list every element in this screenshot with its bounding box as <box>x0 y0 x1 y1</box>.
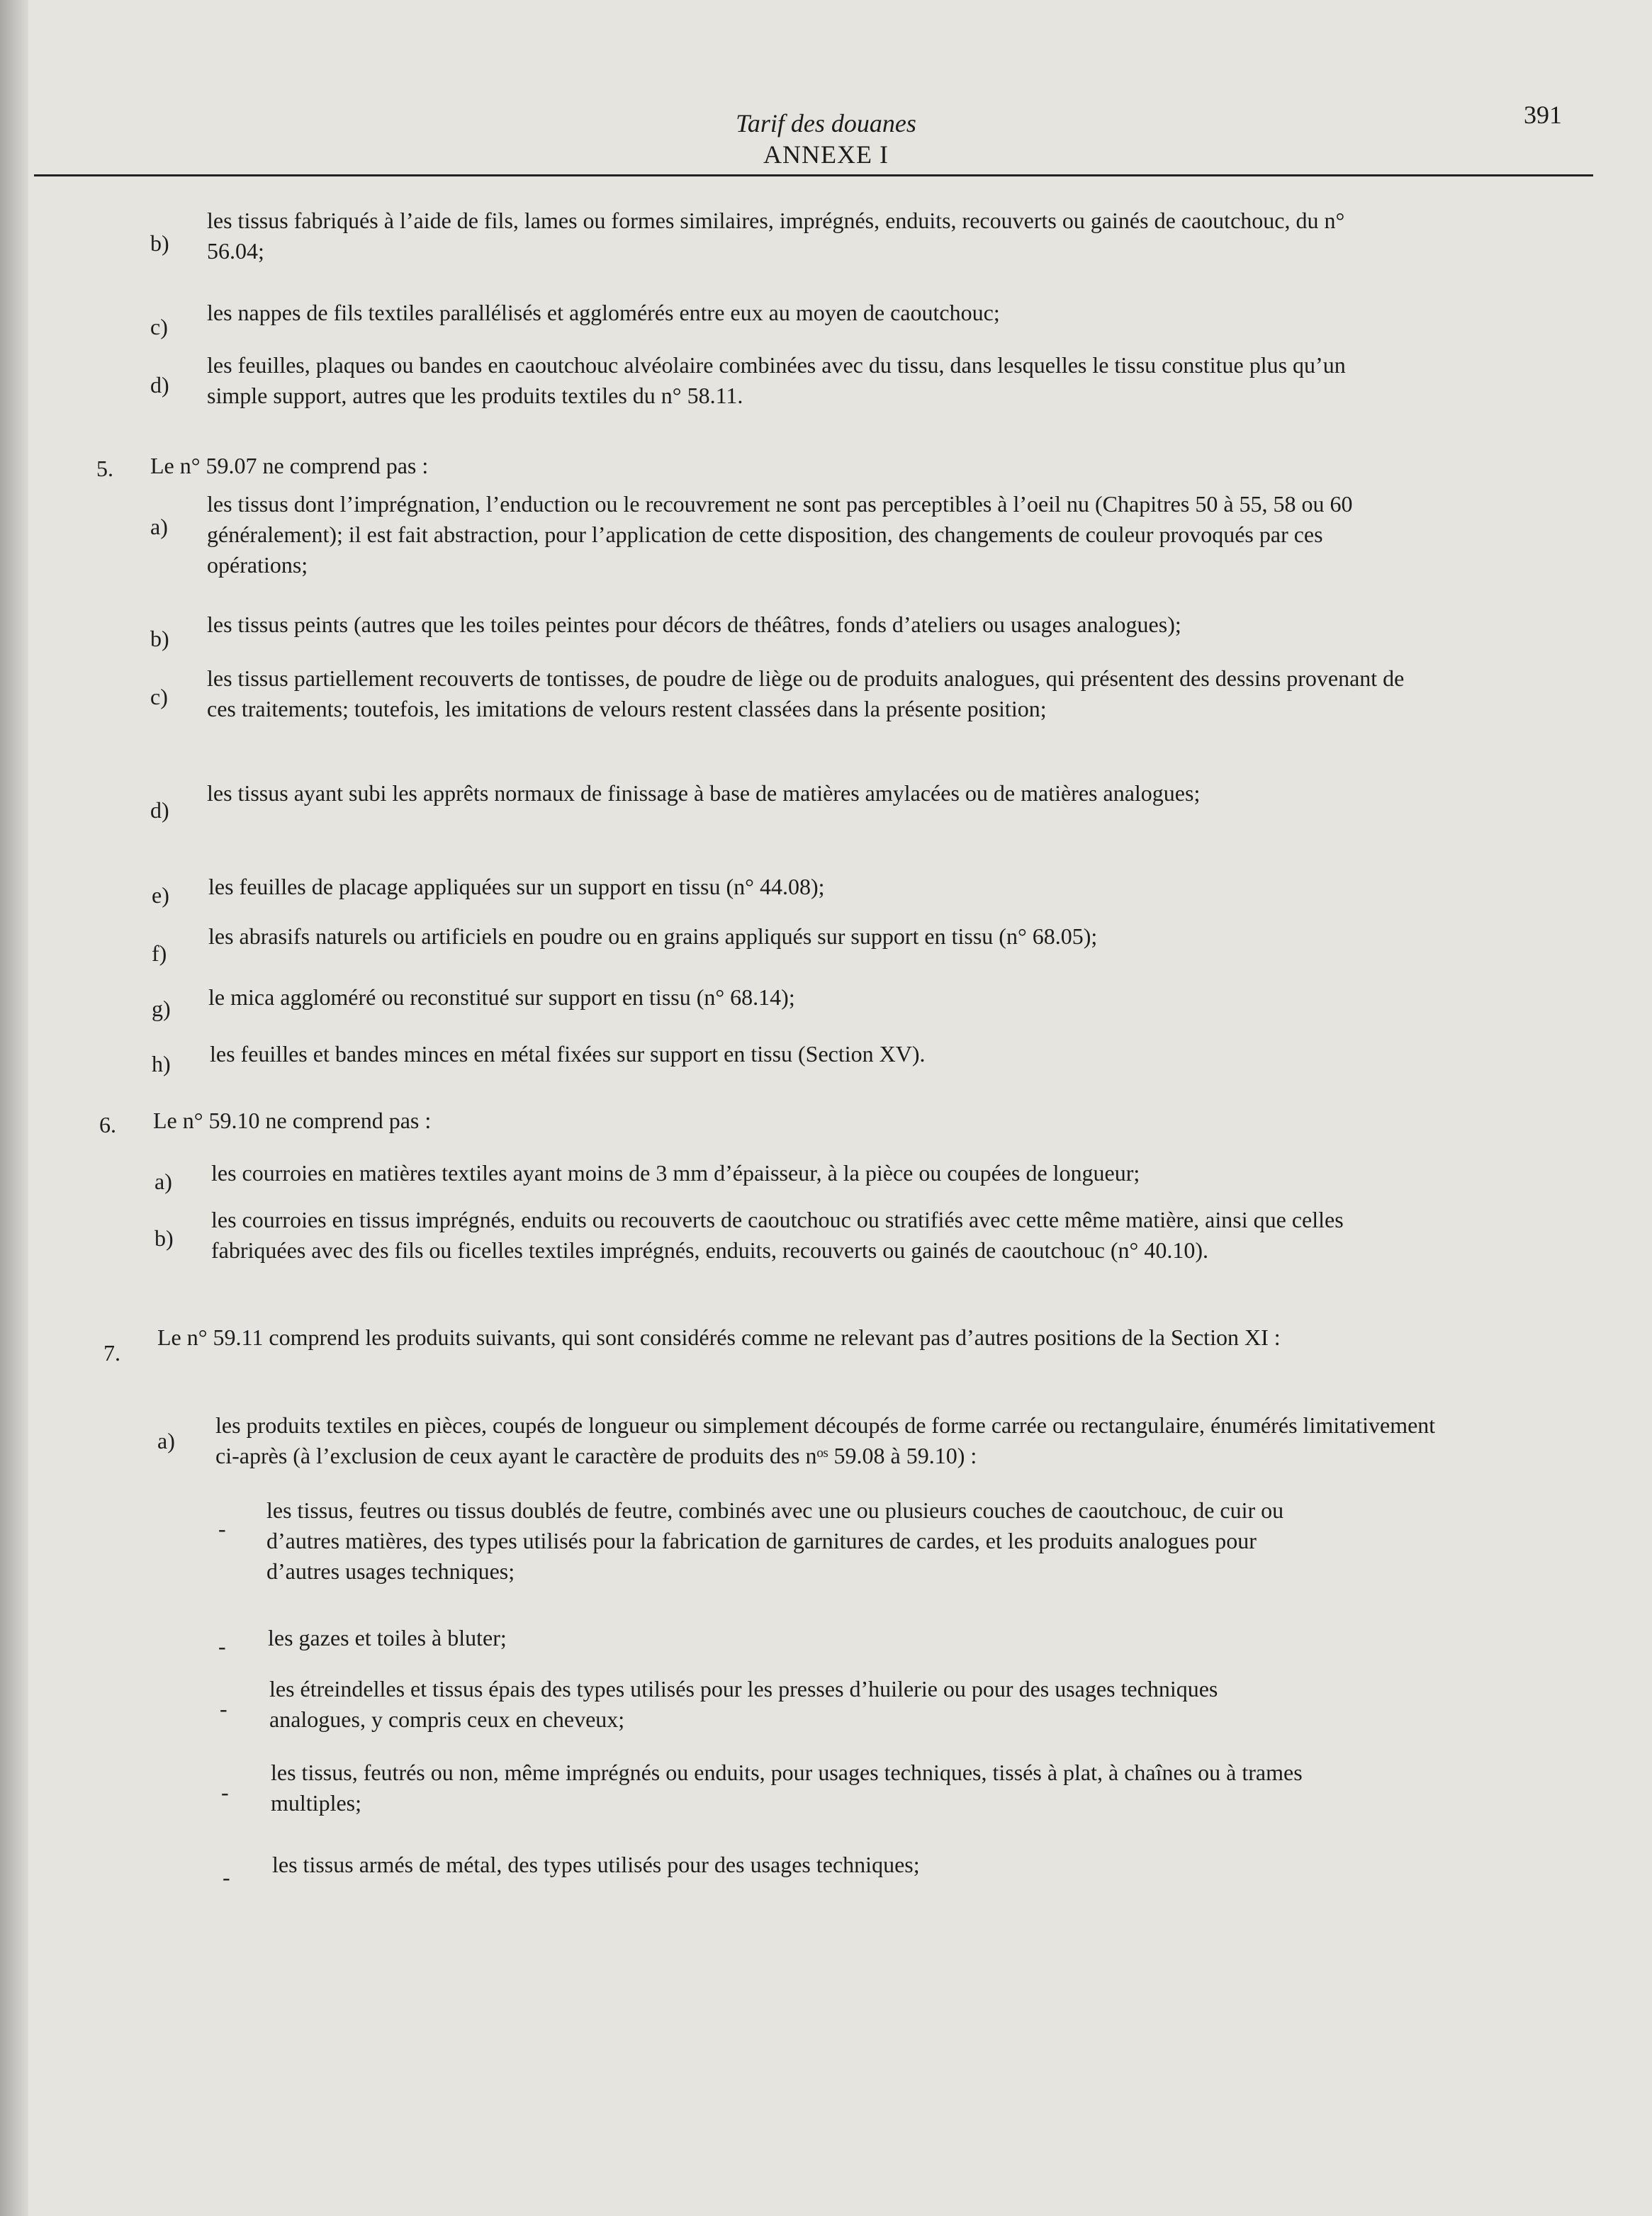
item-marker: a) <box>157 1428 175 1453</box>
item-marker: - <box>223 1865 230 1890</box>
item-marker: - <box>221 1779 229 1805</box>
item-marker: d) <box>150 372 169 398</box>
item-text: les feuilles de placage appliquées sur un support en tissu (n° 44.08); <box>208 874 825 899</box>
item-text: les étreindelles et tissus épais des types utilisés pour les presses d’huilerie ou pour des usages techniques analogues, y compris ceux en cheveux; <box>269 1676 1218 1732</box>
item-text: les courroies en matières textiles ayant moins de 3 mm d’épaisseur, à la pièce ou coupées de longueur; <box>211 1160 1140 1186</box>
item-marker: - <box>218 1516 226 1541</box>
item-text: les tissus armés de métal, des types utilisés pour des usages techniques; <box>272 1852 920 1877</box>
item-text: Le n° 59.10 ne comprend pas : <box>153 1108 432 1133</box>
item-text: les tissus fabriqués à l’aide de fils, lames ou formes similaires, imprégnés, enduits, recouverts ou gainés de caoutchouc, du n° 56.04; <box>207 208 1345 264</box>
item-marker: b) <box>150 626 169 651</box>
page-number: 391 <box>1524 101 1562 129</box>
item-text: les nappes de fils textiles parallélisés et agglomérés entre eux au moyen de caoutchouc; <box>207 300 1000 325</box>
item-text: Le n° 59.07 ne comprend pas : <box>150 453 429 478</box>
item-marker: c) <box>150 684 168 709</box>
item-text: les tissus ayant subi les apprêts normaux de finissage à base de matières amylacées ou de matières analogues; <box>207 780 1201 806</box>
item-marker: 5. <box>96 456 113 481</box>
page-header <box>0 0 1652 191</box>
item-text: les gazes et toiles à bluter; <box>268 1625 507 1650</box>
item-text: Le n° 59.11 comprend les produits suivants, qui sont considérés comme ne relevant pas d’autres positions de la Section XI : <box>157 1324 1281 1350</box>
item-text: les courroies en tissus imprégnés, enduits ou recouverts de caoutchouc ou stratifiés avec cette même matière, ainsi que celles fabriquées avec des fils ou ficelles textiles imprégnés, enduits, recouverts ou gainés de caoutchouc (n° 40.10). <box>211 1207 1344 1263</box>
item-marker: 7. <box>103 1340 120 1366</box>
page-edge-shadow <box>0 0 28 2216</box>
item-marker: h) <box>152 1051 171 1076</box>
header-rule <box>34 174 1593 176</box>
item-marker: d) <box>150 797 169 823</box>
document-title: Tarif des douanes <box>736 109 916 137</box>
item-marker: - <box>218 1633 226 1659</box>
item-marker: g) <box>152 996 171 1021</box>
document-subtitle: ANNEXE I <box>763 140 889 169</box>
item-text: les tissus, feutres ou tissus doublés de feutre, combinés avec une ou plusieurs couches de caoutchouc, de cuir ou d’autres matières, des types utilisés pour la fabrication de garnitures de cardes, et les produits analogues pour d’autres usages techniques; <box>266 1497 1284 1584</box>
item-text: les feuilles, plaques ou bandes en caoutchouc alvéolaire combinées avec du tissu, dans lesquelles le tissu constitue plus qu’un simple support, autres que les produits textiles du n° 58.11. <box>207 352 1346 408</box>
item-text: les produits textiles en pièces, coupés de longueur ou simplement découpés de forme carrée ou rectangulaire, énumérés limitativement ci-après (à l’exclusion de ceux ayant le caractère de produits des nᵒˢ 59.08 à 59.10) : <box>215 1412 1436 1468</box>
item-marker: b) <box>150 230 169 256</box>
item-marker: 6. <box>99 1112 116 1137</box>
item-marker: e) <box>152 882 169 908</box>
item-marker: a) <box>154 1169 172 1194</box>
item-marker: c) <box>150 314 168 339</box>
item-text: les feuilles et bandes minces en métal fixées sur support en tissu (Section XV). <box>210 1041 926 1067</box>
item-marker: - <box>220 1696 227 1721</box>
item-marker: b) <box>154 1225 174 1251</box>
item-text: les abrasifs naturels ou artificiels en poudre ou en grains appliqués sur support en tissu (n° 68.05); <box>208 923 1098 949</box>
item-marker: a) <box>150 514 168 539</box>
item-text: les tissus dont l’imprégnation, l’enduction ou le recouvrement ne sont pas perceptibles à l’oeil nu (Chapitres 50 à 55, 58 ou 60 généralement); il est fait abstraction, pour l’application de cette disposition, des changements de couleur provoqués par ces opérations; <box>207 491 1353 578</box>
item-text: le mica aggloméré ou reconstitué sur support en tissu (n° 68.14); <box>208 984 795 1010</box>
item-text: les tissus, feutrés ou non, même imprégnés ou enduits, pour usages techniques, tissés à plat, à chaînes ou à trames multiples; <box>271 1760 1303 1816</box>
item-marker: f) <box>152 940 167 966</box>
item-text: les tissus partiellement recouverts de tontisses, de poudre de liège ou de produits analogues, qui présentent des dessins provenant de ces traitements; toutefois, les imitations de velours restent classées dans la présente position; <box>207 665 1405 721</box>
item-text: les tissus peints (autres que les toiles peintes pour décors de théâtres, fonds d’ateliers ou usages analogues); <box>207 612 1181 637</box>
